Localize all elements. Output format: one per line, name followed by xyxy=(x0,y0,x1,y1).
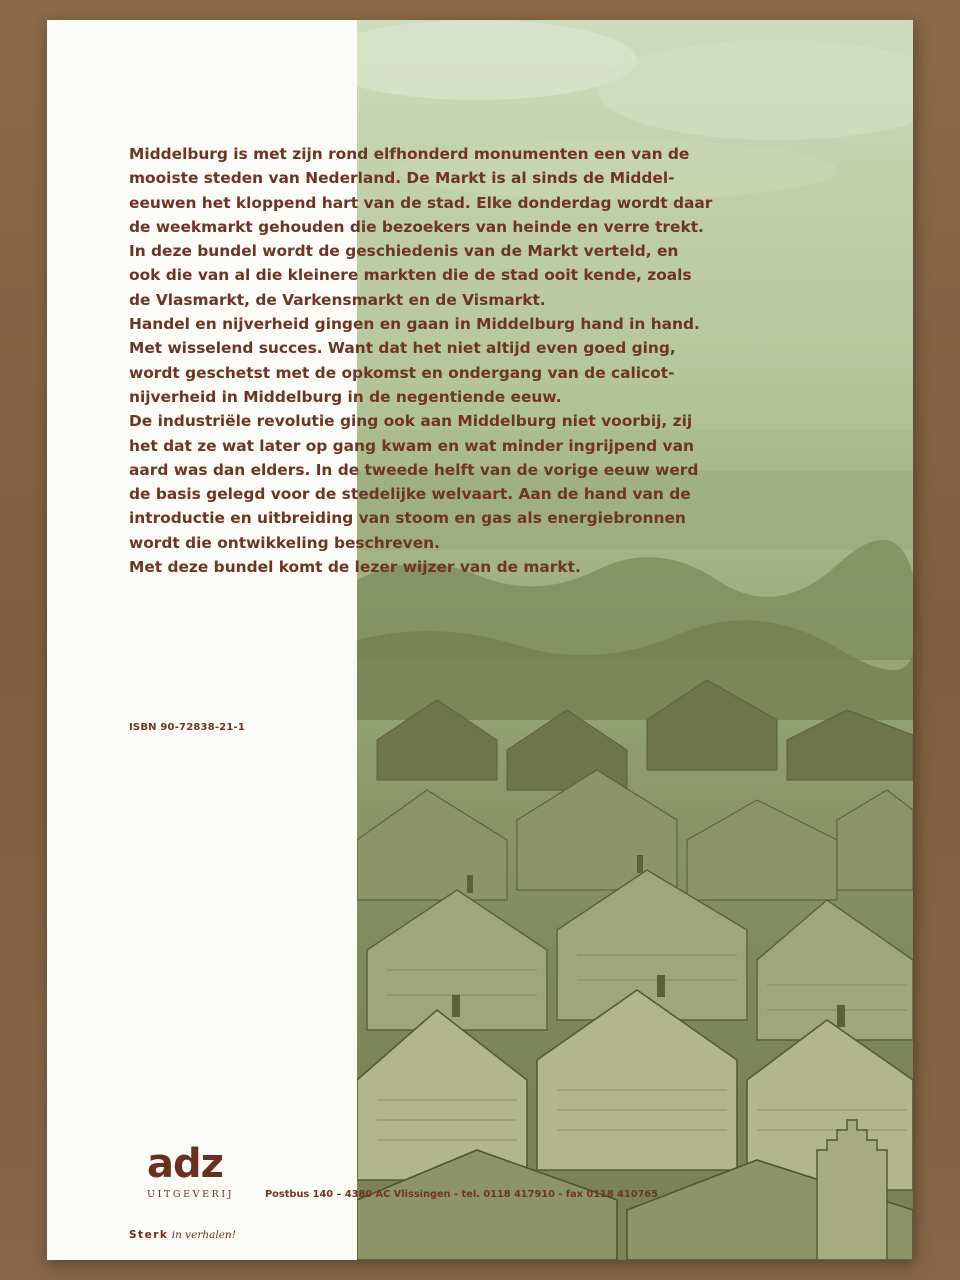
publisher-logo: adz xyxy=(147,1141,223,1187)
blurb-line: het dat ze wat later op gang kwam en wat minder ingrijpend van xyxy=(129,436,694,455)
book-back-cover xyxy=(47,20,913,1260)
publisher-tagline xyxy=(129,1229,236,1241)
blurb-line: mooiste steden van Nederland. De Markt is al sinds de Middel- xyxy=(129,169,675,188)
blurb-line: wordt die ontwikkeling beschreven. xyxy=(129,533,440,552)
blurb-line: Handel en nijverheid gingen en gaan in Middelburg hand in hand. xyxy=(129,315,700,334)
blurb-line: introductie en uitbreiding van stoom en gas als energiebronnen xyxy=(129,509,686,528)
blurb-line: de Vlasmarkt, de Varkensmarkt en de Vismarkt. xyxy=(129,290,546,309)
blurb-line: De industriële revolutie ging ook aan Middelburg niet voorbij, zij xyxy=(129,412,693,431)
blurb-line: de basis gelegd voor de stedelijke welvaart. Aan de hand van de xyxy=(129,485,691,504)
blurb-line: Met wisselend succes. Want dat het niet altijd even goed ging, xyxy=(129,339,676,358)
back-cover-blurb xyxy=(129,142,769,579)
blurb-line: wordt geschetst met de opkomst en ondergang van de calicot- xyxy=(129,363,675,382)
publisher-logo-subtitle: UITGEVERIJ xyxy=(147,1189,235,1200)
tagline-italic: in verhalen! xyxy=(171,1229,236,1241)
publisher-address: Postbus 140 – 4380 AC Vlissingen - tel. 0118 417910 - fax 0118 410765 xyxy=(265,1189,658,1200)
blurb-line: Middelburg is met zijn rond elfhonderd monumenten een van de xyxy=(129,145,690,163)
tagline-bold: Sterk xyxy=(129,1229,169,1241)
blurb-line: In deze bundel wordt de geschiedenis van de Markt verteld, en xyxy=(129,242,679,261)
blurb-line: eeuwen het kloppend hart van de stad. Elke donderdag wordt daar xyxy=(129,193,713,212)
blurb-line: de weekmarkt gehouden die bezoekers van heinde en verre trekt. xyxy=(129,217,704,236)
isbn-number: ISBN 90-72838-21-1 xyxy=(129,722,246,733)
blurb-line: Met deze bundel komt de lezer wijzer van de markt. xyxy=(129,558,581,577)
blurb-line: nijverheid in Middelburg in de negentiende eeuw. xyxy=(129,387,562,406)
blurb-line: ook die van al die kleinere markten die de stad ooit kende, zoals xyxy=(129,266,692,285)
blurb-line: aard was dan elders. In de tweede helft van de vorige eeuw werd xyxy=(129,460,699,479)
